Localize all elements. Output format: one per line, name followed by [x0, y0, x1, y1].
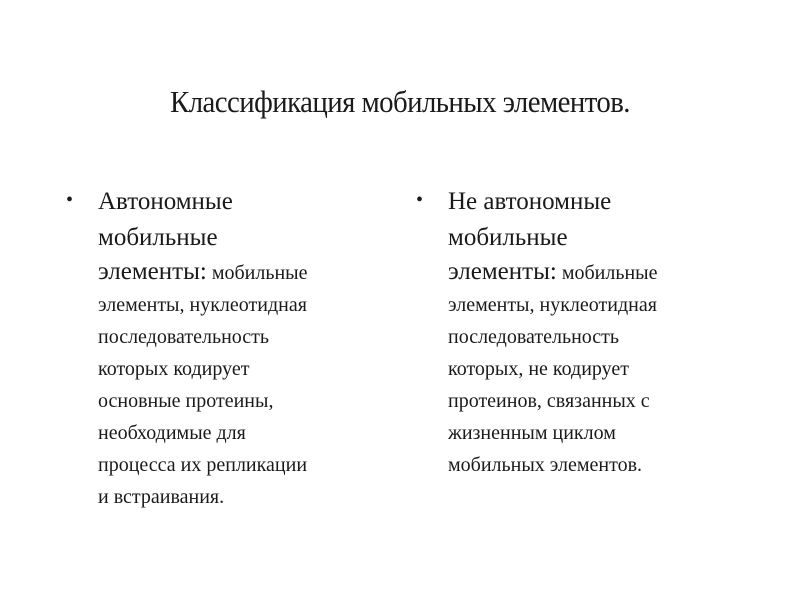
heading-line: мобильные [98, 224, 218, 251]
bullet-autonomous [66, 184, 396, 513]
bullet-non-autonomous [416, 184, 746, 481]
body-line: жизненным циклом [448, 422, 616, 444]
body-line: элементы, нуклеотидная [98, 294, 307, 316]
heading-line: элементы: [98, 258, 207, 285]
heading-line: Автономные [98, 188, 233, 215]
body-line: мобильных элементов. [448, 454, 643, 476]
heading-line: Не автономные [448, 188, 612, 215]
body-line: которых, не кодирует [448, 358, 630, 380]
body-line: элементы, нуклеотидная [448, 294, 657, 316]
body-line: процесса их репликации [98, 454, 308, 476]
body-line: последовательность [448, 326, 620, 348]
body-line: протеинов, связанных с [448, 390, 650, 412]
bullet-icon: • [66, 189, 74, 211]
body-text: мобильные [556, 262, 658, 284]
body-line: основные протеины, [98, 390, 274, 412]
body-line: последовательность [98, 326, 270, 348]
mixed-line [448, 256, 746, 289]
body-text: мобильные [206, 262, 308, 284]
heading-line: мобильные [448, 224, 568, 251]
slide-title: Классификация мобильных элементов. [170, 84, 630, 119]
body-line: которых кодирует [98, 358, 250, 380]
body-line: необходимые для [98, 422, 246, 444]
bullet-icon: • [416, 189, 424, 211]
body-line: и встраивания. [98, 486, 225, 508]
mixed-line [98, 256, 396, 289]
heading-line: элементы: [448, 258, 557, 285]
